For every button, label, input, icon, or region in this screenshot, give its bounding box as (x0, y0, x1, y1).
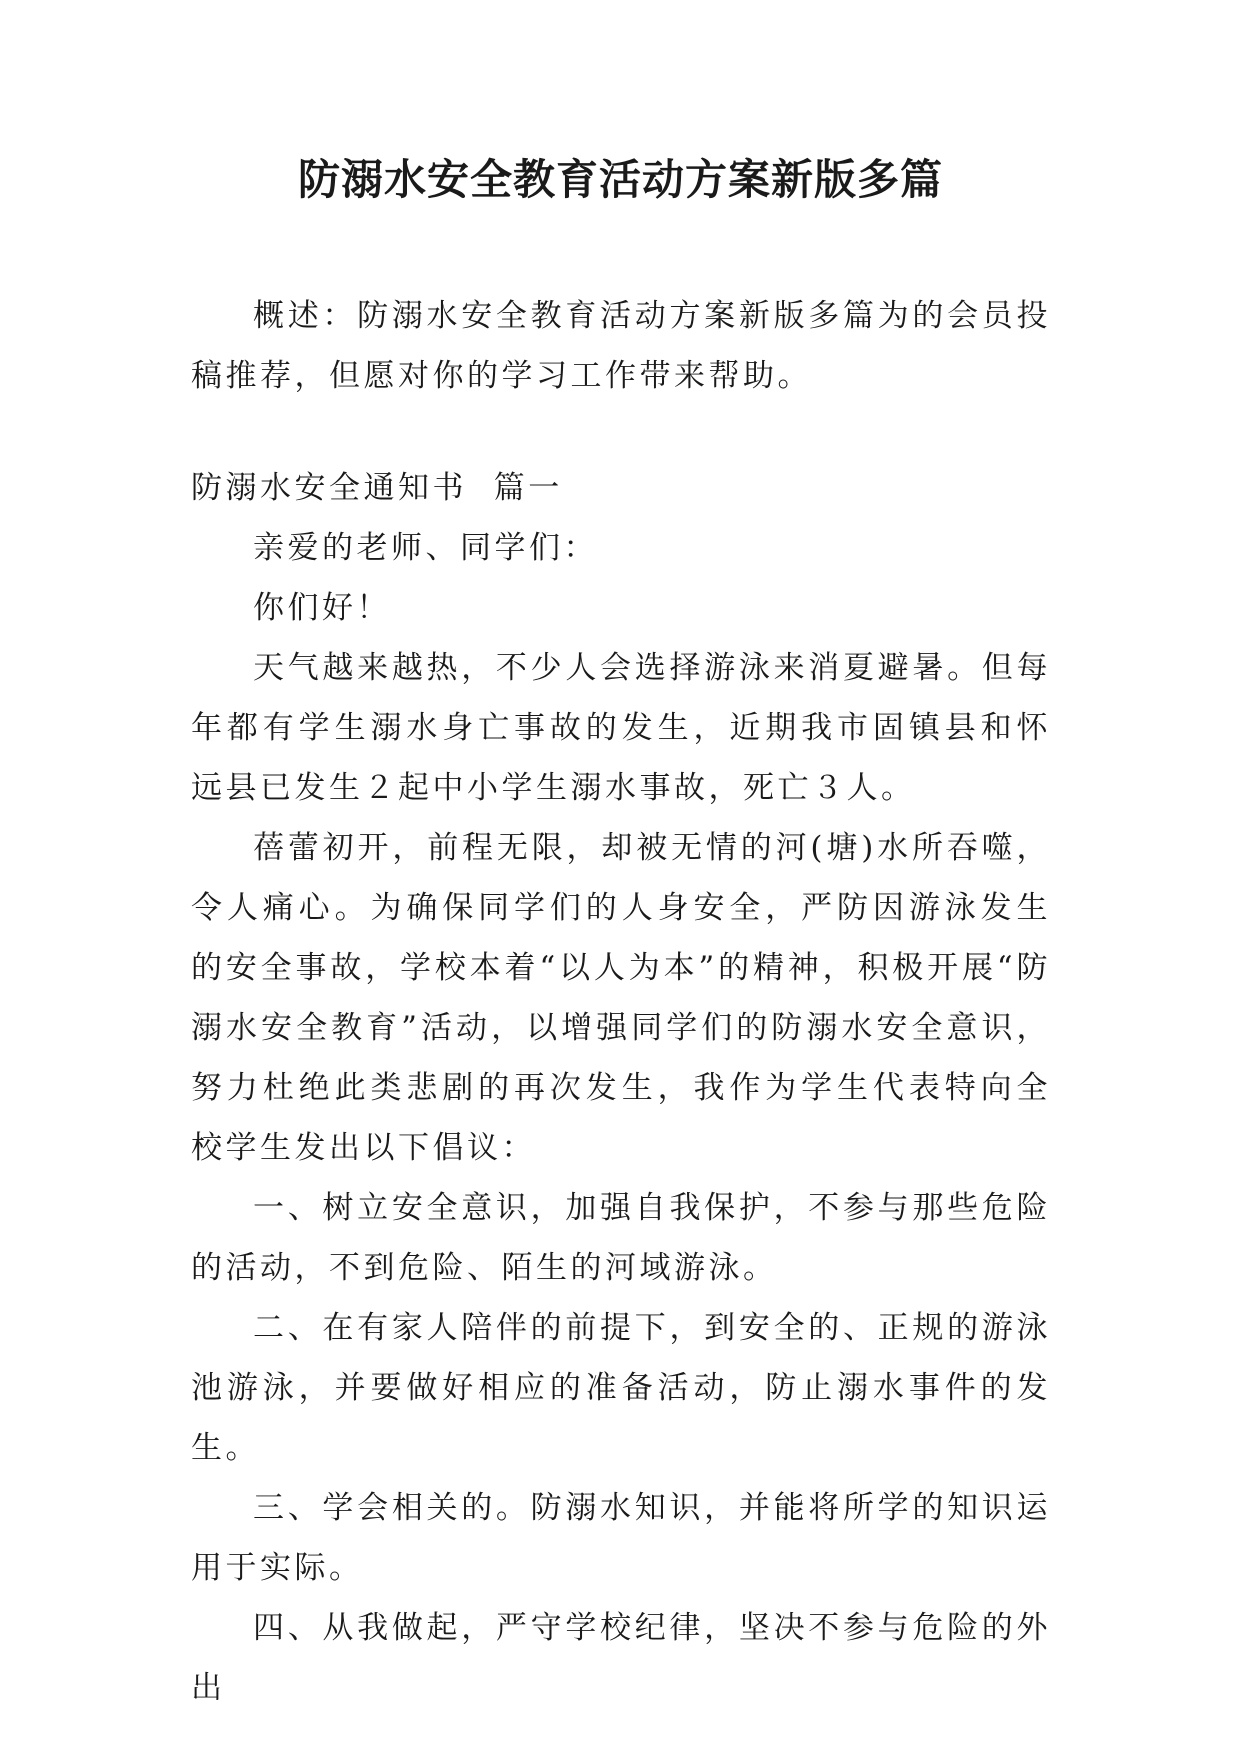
paragraph: 蓓蕾初开，前程无限，却被无情的河(塘)水所吞噬，令人痛心。为确保同学们的人身安全，严防因游泳发生的安全事故，学校本着“以人为本”的精神，积极开展“防溺水安全教育”活动，以增强同学们的防溺水安全意识，努力杜绝此类悲剧的再次发生，我作为学生代表特向全校学生发出以下倡议： (191, 830, 1051, 1166)
paragraph: 天气越来越热，不少人会选择游泳来消夏避暑。但每年都有学生溺水身亡事故的发生，近期我市固镇县和怀远县已发生２起中小学生溺水事故，死亡３人。 (191, 650, 1051, 806)
list-item: 二、在有家人陪伴的前提下，到安全的、正规的游泳池游泳，并要做好相应的准备活动，防止溺水事件的发生。 (191, 1310, 1051, 1466)
document-title: 防溺水安全教育活动方案新版多篇 (297, 155, 943, 204)
summary-paragraph: 概述：防溺水安全教育活动方案新版多篇为的会员投稿推荐，但愿对你的学习工作带来帮助。 (191, 298, 1051, 394)
greeting: 你们好！ (253, 590, 391, 626)
section-heading: 防溺水安全通知书 篇一 (191, 470, 563, 506)
list-item: 四、从我做起，严守学校纪律，坚决不参与危险的外出 (191, 1610, 1051, 1706)
list-item: 一、树立安全意识，加强自我保护，不参与那些危险的活动，不到危险、陌生的河域游泳。 (191, 1190, 1051, 1286)
list-item: 三、学会相关的。防溺水知识，并能将所学的知识运用于实际。 (191, 1490, 1051, 1586)
salutation: 亲爱的老师、同学们： (253, 530, 598, 566)
article-body (191, 458, 1051, 1718)
